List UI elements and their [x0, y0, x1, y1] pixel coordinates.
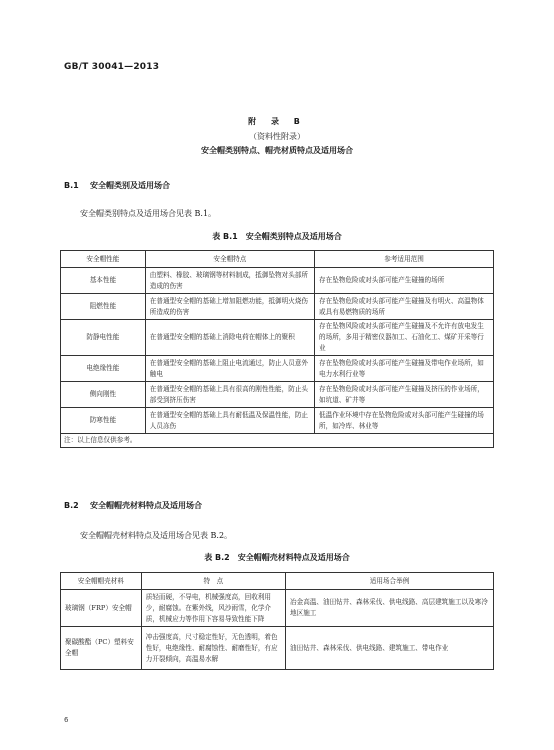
section-b1-title: 安全帽类别及适用场合: [90, 181, 170, 190]
table-b1-caption: 表 B.1 安全帽类别特点及适用场合: [212, 232, 342, 241]
table-cell: 在普通型安全帽的基础上增加阻燃功能，抵御明火烧伤所造成的伤害: [145, 294, 314, 320]
table-cell: 存在坠物风险或对头部可能产生碰撞及不允许有放电发生的场所，多用于精密仪器加工、石油化工、煤矿开采等行业: [315, 320, 494, 356]
section-b1-heading: [64, 180, 170, 191]
table-note-row: [61, 434, 494, 448]
table-note: 注：以上信息仅供参考。: [61, 434, 494, 448]
table-cell: 存在坠物危险或对头部可能产生碰撞及有明火、高温物体或具有易燃物质的场所: [315, 294, 494, 320]
table-cell: 防寒性能: [61, 408, 146, 434]
table-cell: 基本性能: [61, 268, 146, 294]
table-header-cell: 参考适用范围: [315, 251, 494, 268]
appendix-subtitle: （资料性附录）: [249, 132, 305, 141]
table-header-cell: 安全帽性能: [61, 251, 146, 268]
table-cell: 低温作业环境中存在坠物危险或对头部可能产生碰撞的场所，如冷库、林业等: [315, 408, 494, 434]
table-b2-caption: 表 B.2 安全帽帽壳材料特点及适用场合: [204, 553, 350, 562]
table-row: [61, 408, 494, 434]
table-cell: 在普通型安全帽的基础上消除电荷在帽体上的聚积: [145, 320, 314, 356]
table-row: [61, 320, 494, 356]
appendix-main-title: 安全帽类别特点、帽壳材质特点及适用场合: [201, 146, 353, 155]
table-header-cell: 安全帽特点: [145, 251, 314, 268]
table-cell: 油田钻井、森林采伐、供电线路、建筑施工、带电作业: [286, 627, 494, 670]
table-row: [61, 356, 494, 382]
table-row: [61, 627, 494, 670]
table-cell: 在普通型安全帽的基础上具有很高的刚性性能，防止头部受到挤压伤害: [145, 382, 314, 408]
table-cell: 冶金高温、油田钻井、森林采伐、供电线路、高层建筑施工以及寒冷地区施工: [286, 590, 494, 627]
standard-code-header: GB/T 30041—2013: [64, 62, 160, 72]
table-row: [61, 294, 494, 320]
table-cell: 玻璃钢（FRP）安全帽: [61, 590, 142, 627]
table-cell: 存在坠物危险或对头部可能产生碰撞及挤压的作业场所，如坑道、矿井等: [315, 382, 494, 408]
table-header-row: [61, 251, 494, 268]
table-cell: 电绝缘性能: [61, 356, 146, 382]
table-cell: 存在坠物危险或对头部可能产生碰撞的场所: [315, 268, 494, 294]
table-cell: 在普通型安全帽的基础上具有耐低温及保温性能，防止人员冻伤: [145, 408, 314, 434]
table-b2: [60, 572, 494, 670]
table-row: [61, 382, 494, 408]
table-cell: 防静电性能: [61, 320, 146, 356]
table-row: [61, 268, 494, 294]
section-b2-paragraph: 安全帽帽壳材料特点及适用场合见表 B.2。: [80, 531, 233, 540]
table-row: [61, 590, 494, 627]
table-header-cell: 特 点: [141, 573, 285, 590]
table-cell: 侧向刚性: [61, 382, 146, 408]
table-cell: 由塑料、橡胶、玻璃钢等材料制成，抵御坠物对头部所造成的伤害: [145, 268, 314, 294]
table-cell: 阻燃性能: [61, 294, 146, 320]
section-b2-number: B.2: [64, 501, 79, 510]
table-cell: 在普通型安全帽的基础上阻止电流通过，防止人员意外触电: [145, 356, 314, 382]
table-header-cell: 安全帽帽壳材料: [61, 573, 142, 590]
table-header-cell: 适用场合举例: [286, 573, 494, 590]
section-b2-heading: [64, 500, 202, 511]
table-cell: 冲击强度高，尺寸稳定性好，无色透明，着色性好，电绝缘性、耐腐蚀性、耐磨性好，有应力开裂倾向，高温易水解: [141, 627, 285, 670]
table-header-row: [61, 573, 494, 590]
page-number: 6: [64, 716, 69, 724]
section-b1-number: B.1: [64, 181, 79, 190]
table-cell: 质轻而硬，不导电，机械强度高，回收利用少，耐腐蚀。在紫外线，风沙雨雪，化学介质，机械应力等作用下容易导致性能下降: [141, 590, 285, 627]
section-b2-title: 安全帽帽壳材料特点及适用场合: [90, 501, 202, 510]
section-b1-paragraph: 安全帽类别特点及适用场合见表 B.1。: [80, 209, 217, 218]
table-b1: [60, 250, 494, 448]
appendix-title: 附 录 B: [248, 117, 306, 126]
table-cell: 存在坠物危险或对头部可能产生碰撞及带电作业场所，如电力水利行业等: [315, 356, 494, 382]
table-cell: 聚碳酸酯（PC）塑料安全帽: [61, 627, 142, 670]
